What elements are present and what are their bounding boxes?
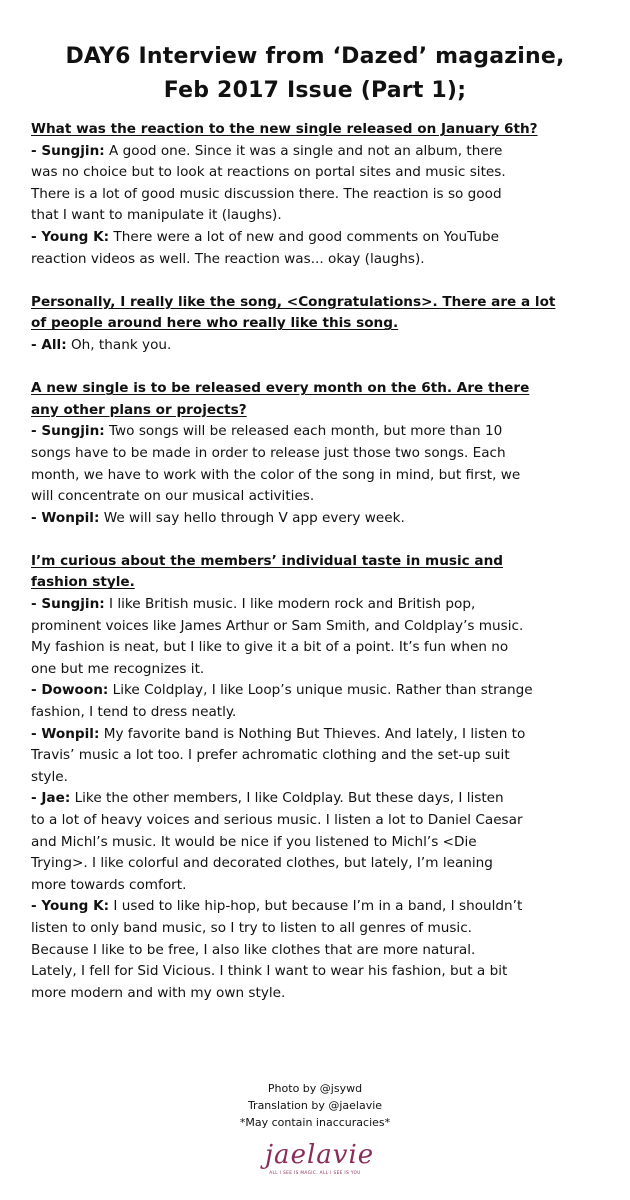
answer-text: that I want to manipulate it (laughs). xyxy=(31,207,282,224)
question-line xyxy=(31,313,603,335)
answer-line xyxy=(31,875,603,897)
answer-text: reaction videos as well. The reaction was... okay (laughs). xyxy=(31,250,425,267)
answer-text: to a lot of heavy voices and serious music. I listen a lot to Daniel Caesar xyxy=(31,812,523,828)
answer-line xyxy=(31,637,603,659)
answer-line xyxy=(31,594,603,616)
section-gap xyxy=(31,270,603,292)
translation-credit: Translation by @jaelavie xyxy=(247,1099,383,1112)
answer-line xyxy=(31,486,603,508)
answer-line xyxy=(31,896,603,918)
speaker-name: - Dowoon: xyxy=(31,682,109,699)
answer-text: fashion, I tend to dress neatly. xyxy=(31,704,237,721)
question-line xyxy=(31,551,603,573)
question-line xyxy=(31,400,603,422)
question-line xyxy=(31,119,603,141)
question-text: of people around here who really like this song. xyxy=(31,315,399,332)
speaker-name: - Sungjin: xyxy=(31,596,105,613)
question-text: What was the reaction to the new single released on January 6th? xyxy=(31,121,538,137)
title-line-2: Feb 2017 Issue (Part 1); xyxy=(163,78,467,103)
question-line xyxy=(31,378,603,400)
speaker-name: - Young K: xyxy=(31,228,110,245)
answer-line xyxy=(31,832,603,854)
answer-line xyxy=(31,508,603,530)
question-text: Personally, I really like the song, <Congratulations>. There are a lot xyxy=(31,293,556,310)
answer-text: more modern and with my own style. xyxy=(31,984,286,1001)
answer-text: prominent voices like James Arthur or Sam Smith, and Coldplay’s music. xyxy=(31,617,524,634)
answer-line xyxy=(31,788,603,810)
answer-line xyxy=(31,659,603,681)
answer-line xyxy=(31,443,603,465)
credits xyxy=(0,1080,630,1131)
answer-text: Oh, thank you. xyxy=(66,336,172,353)
speaker-name: - Jae: xyxy=(31,790,71,807)
answer-text: Trying>. I like colorful and decorated clothes, but lately, I’m leaning xyxy=(31,855,493,872)
answer-line xyxy=(31,184,603,206)
answer-text: Like the other members, I like Coldplay. But these days, I listen xyxy=(70,790,504,807)
answer-line xyxy=(31,767,603,789)
logo-wordmark: jaelavie xyxy=(265,1140,375,1170)
section-gap xyxy=(31,357,603,379)
answer-line xyxy=(31,853,603,875)
section-gap xyxy=(31,529,603,551)
answer-text: There were a lot of new and good comments on YouTube xyxy=(109,228,500,245)
answer-line xyxy=(31,335,603,357)
answer-line xyxy=(31,249,603,271)
answer-line xyxy=(31,961,603,983)
answer-text: We will say hello through V app every week. xyxy=(99,509,405,526)
question-text: any other plans or projects? xyxy=(31,401,247,418)
speaker-name: - Young K: xyxy=(31,898,110,915)
answer-line xyxy=(31,465,603,487)
accuracy-disclaimer: *May contain inaccuracies* xyxy=(239,1116,391,1129)
answer-line xyxy=(31,205,603,227)
answer-text: and Michl’s music. It would be nice if you listened to Michl’s <Die xyxy=(31,833,477,850)
question-line xyxy=(31,292,603,314)
answer-text: My fashion is neat, but I like to give it a bit of a point. It’s fun when no xyxy=(31,639,509,656)
answer-text: listen to only band music, so I try to listen to all genres of music. xyxy=(31,919,473,936)
answer-line xyxy=(31,724,603,746)
question-line xyxy=(31,572,603,594)
document-title xyxy=(0,40,630,108)
answer-text: style. xyxy=(31,768,68,785)
logo-tagline: ALL I SEE IS MAGIC. ALL I SEE IS YOU xyxy=(269,1170,361,1175)
answer-text: one but me recognizes it. xyxy=(31,660,205,677)
answer-text: month, we have to work with the color of the song in mind, but first, we xyxy=(31,466,521,483)
answer-text: I like British music. I like modern rock and British pop, xyxy=(104,596,476,613)
question-text: A new single is to be released every month on the 6th. Are there xyxy=(31,380,530,397)
answer-text: There is a lot of good music discussion there. The reaction is so good xyxy=(31,185,502,202)
answer-text: I used to like hip-hop, but because I’m in a band, I shouldn’t xyxy=(109,898,523,915)
interview-body xyxy=(31,119,603,1004)
answer-text: songs have to be made in order to release just those two songs. Each xyxy=(31,444,506,461)
answer-line xyxy=(31,141,603,163)
answer-text: My favorite band is Nothing But Thieves. And lately, I listen to xyxy=(99,725,526,742)
answer-line xyxy=(31,745,603,767)
answer-text: Travis’ music a lot too. I prefer achromatic clothing and the set-up suit xyxy=(31,747,510,764)
answer-text: was no choice but to look at reactions on portal sites and music sites. xyxy=(31,164,506,181)
answer-line xyxy=(31,940,603,962)
answer-line xyxy=(31,702,603,724)
question-text: fashion style. xyxy=(31,574,135,591)
jaelavie-logo xyxy=(265,1140,375,1190)
answer-text: A good one. Since it was a single and not an album, there xyxy=(104,142,503,159)
speaker-name: - Wonpil: xyxy=(31,725,100,742)
answer-line xyxy=(31,421,603,443)
answer-line xyxy=(31,918,603,940)
answer-text: more towards comfort. xyxy=(31,876,187,893)
speaker-name: - Sungjin: xyxy=(31,423,105,440)
speaker-name: - Wonpil: xyxy=(31,509,100,526)
answer-line xyxy=(31,162,603,184)
answer-text: Like Coldplay, I like Loop’s unique music. Rather than strange xyxy=(108,682,533,699)
answer-line xyxy=(31,810,603,832)
question-text: I’m curious about the members’ individual taste in music and xyxy=(31,552,503,569)
title-line-1: DAY6 Interview from ‘Dazed’ magazine, xyxy=(65,44,565,69)
answer-text: will concentrate on our musical activities. xyxy=(31,488,315,505)
answer-line xyxy=(31,983,603,1005)
answer-line xyxy=(31,680,603,702)
photo-credit: Photo by @jsywd xyxy=(267,1082,363,1095)
answer-text: Lately, I fell for Sid Vicious. I think I want to wear his fashion, but a bit xyxy=(31,963,508,980)
speaker-name: - Sungjin: xyxy=(31,142,105,159)
answer-text: Because I like to be free, I also like clothes that are more natural. xyxy=(31,941,476,958)
answer-line xyxy=(31,227,603,249)
answer-text: Two songs will be released each month, but more than 10 xyxy=(104,423,503,440)
answer-line xyxy=(31,616,603,638)
speaker-name: - All: xyxy=(31,336,67,353)
